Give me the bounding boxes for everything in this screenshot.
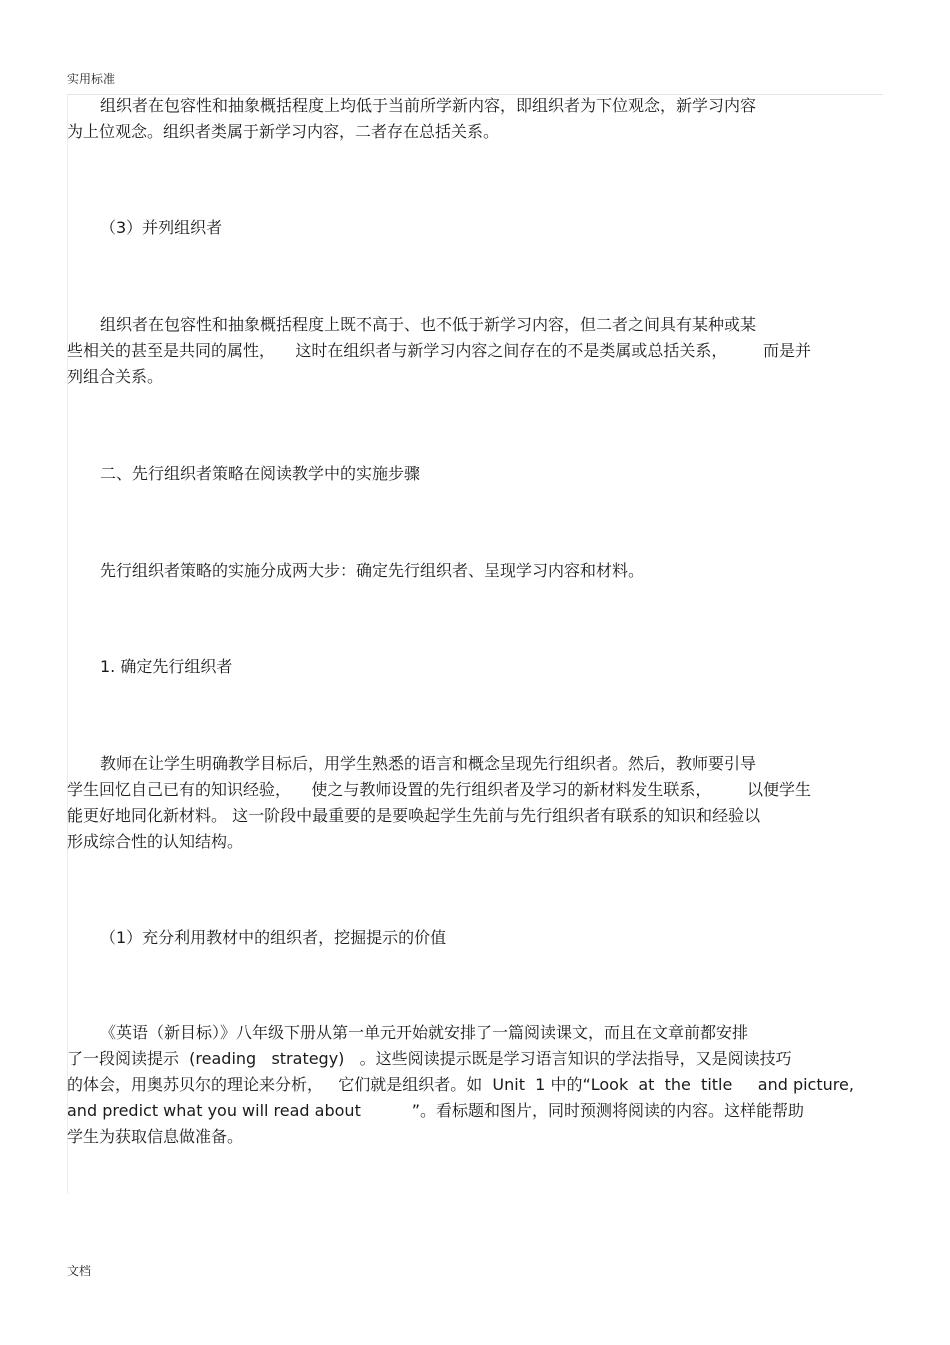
paragraph-subordinate-organizer bbox=[67, 93, 883, 145]
paragraph-parallel-organizer bbox=[67, 312, 883, 390]
page-footer-label: 文档 bbox=[67, 1264, 92, 1278]
paragraph-line: 学生回忆自己已有的知识经验， 使之与教师设置的先行组织者及学习的新材料发生联系， 以便学生 bbox=[67, 780, 811, 799]
paragraph-step-one-detail bbox=[67, 751, 883, 855]
paragraph-line: 《英语（新目标）》八年级下册从第一单元开始就安排了一篇阅读课文，而且在文章前都安排 bbox=[100, 1023, 749, 1042]
heading-parallel-organizer: （3）并列组织者 bbox=[100, 218, 223, 237]
paragraph-line: 了一段阅读提示 (reading strategy) 。这些阅读提示既是学习语言知识的学法指导，又是阅读技巧 bbox=[67, 1049, 792, 1068]
paragraph-line: 组织者在包容性和抽象概括程度上均低于当前所学新内容，即组织者为下位观念，新学习内容 bbox=[100, 96, 757, 115]
paragraph-line: 列组合关系。 bbox=[67, 367, 164, 386]
paragraph-two-steps: 先行组织者策略的实施分成两大步：确定先行组织者、呈现学习内容和材料。 bbox=[100, 561, 645, 580]
heading-sub-one: （1）充分利用教材中的组织者，挖掘提示的价值 bbox=[100, 928, 447, 947]
paragraph-textbook-example bbox=[67, 1020, 883, 1150]
heading-section-two: 二、先行组织者策略在阅读教学中的实施步骤 bbox=[100, 464, 421, 483]
paragraph-line: 学生为获取信息做准备。 bbox=[67, 1127, 244, 1146]
paragraph-line: 的体会，用奥苏贝尔的理论来分析， 它们就是组织者。如 Unit 1 中的“Look at the title and picture, bbox=[67, 1075, 854, 1094]
paragraph-line: 能更好地同化新材料。 这一阶段中最重要的是要唤起学生先前与先行组织者有联系的知识和经验以 bbox=[67, 806, 761, 825]
paragraph-line: and predict what you will read about ”。看标题和图片，同时预测将阅读的内容。这样能帮助 bbox=[67, 1101, 804, 1120]
paragraph-line: 形成综合性的认知结构。 bbox=[67, 832, 244, 851]
paragraph-line: 组织者在包容性和抽象概括程度上既不高于、也不低于新学习内容，但二者之间具有某种或某 bbox=[100, 315, 757, 334]
heading-step-one: 1. 确定先行组织者 bbox=[100, 657, 233, 676]
paragraph-line: 为上位观念。组织者类属于新学习内容，二者存在总括关系。 bbox=[67, 122, 500, 141]
page-header-label: 实用标准 bbox=[67, 72, 116, 86]
paragraph-line: 些相关的甚至是共同的属性， 这时在组织者与新学习内容之间存在的不是类属或总括关系， 而是并 bbox=[67, 341, 811, 360]
paragraph-line: 教师在让学生明确教学目标后，用学生熟悉的语言和概念呈现先行组织者。然后，教师要引导 bbox=[100, 754, 757, 773]
